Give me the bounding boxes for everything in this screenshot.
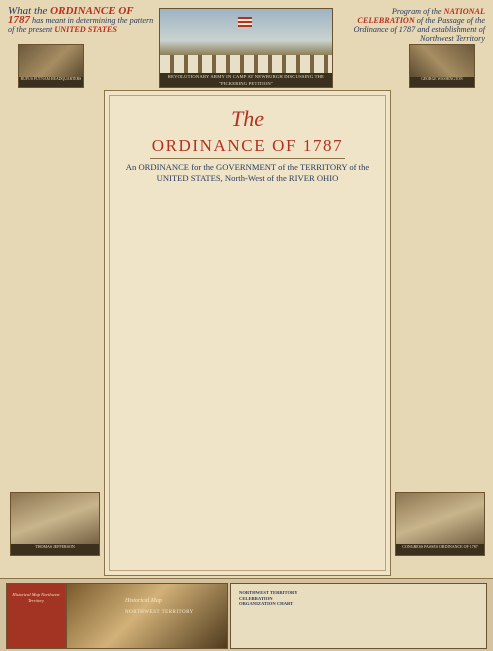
book-cover-red (6, 583, 66, 649)
ordinance-title: ORDINANCE OF 1787 (151, 136, 344, 155)
footnote-left (118, 534, 244, 564)
header-left-red2: UNITED STATES (54, 25, 117, 34)
bottom-band (0, 578, 493, 651)
header-left-red: ORDINANCE OF 1787 (8, 5, 134, 26)
ordinance-the: The (231, 106, 264, 131)
ordinance-subtitle: An ORDINANCE for the GOVERNMENT of the TERRITORY of the UNITED STATES, North-West of the RIVER OHIO (125, 162, 370, 183)
congress-illustration (395, 492, 485, 556)
left-column (8, 92, 100, 574)
left-top-caption: RUFUS PUTNAM HEADQUARTERS (19, 77, 83, 87)
army-camp-illustration (159, 8, 333, 88)
ordinance-body (118, 196, 377, 536)
art-title: Historical Map (125, 598, 162, 604)
ordinance-footnotes (118, 534, 377, 564)
footnote-right (252, 534, 378, 564)
jefferson-illustration (10, 492, 100, 556)
organization-chart (230, 583, 487, 649)
art-subtitle: NORTHWEST TERRITORY (125, 610, 194, 615)
army-camp-caption: REVOLUTIONARY ARMY IN CAMP AT NEWBURGH DISCUSSING THE "PICKERING PETITION" (160, 73, 332, 87)
right-column (393, 92, 485, 574)
jefferson-caption: THOMAS JEFFERSON (11, 544, 99, 555)
left-top-illustration (18, 44, 84, 88)
tents-decoration (160, 55, 332, 73)
header-right (335, 7, 485, 43)
header-left-pre: What the (8, 5, 51, 17)
book-label: Historical Map Northwest Territory (12, 592, 60, 603)
header-left-post: has meant in determining the pattern of the present (8, 16, 154, 34)
congress-caption: CONGRESS PASSES ORDINANCE OF 1787 (396, 544, 484, 555)
header-right-post: of the Passage of the Ordinance of 1787 and establishment of Northwest Territory (353, 16, 485, 43)
header-right-pre: Program of the (391, 7, 444, 16)
organization-chart-heading: NORTHWEST TERRITORY CELEBRATION ORGANIZATION CHART (239, 590, 298, 607)
ordinance-inner-border (109, 95, 386, 571)
right-top-illustration (409, 44, 475, 88)
top-band (6, 4, 487, 88)
book-cover-art (66, 583, 228, 649)
ordinance-panel (104, 90, 391, 576)
header-left (8, 7, 158, 34)
header-right-red: NATIONAL CELEBRATION (357, 7, 485, 25)
title-rule (150, 158, 345, 159)
flag-icon (238, 17, 252, 27)
right-top-caption: GEORGE WASHINGTON (410, 77, 474, 87)
